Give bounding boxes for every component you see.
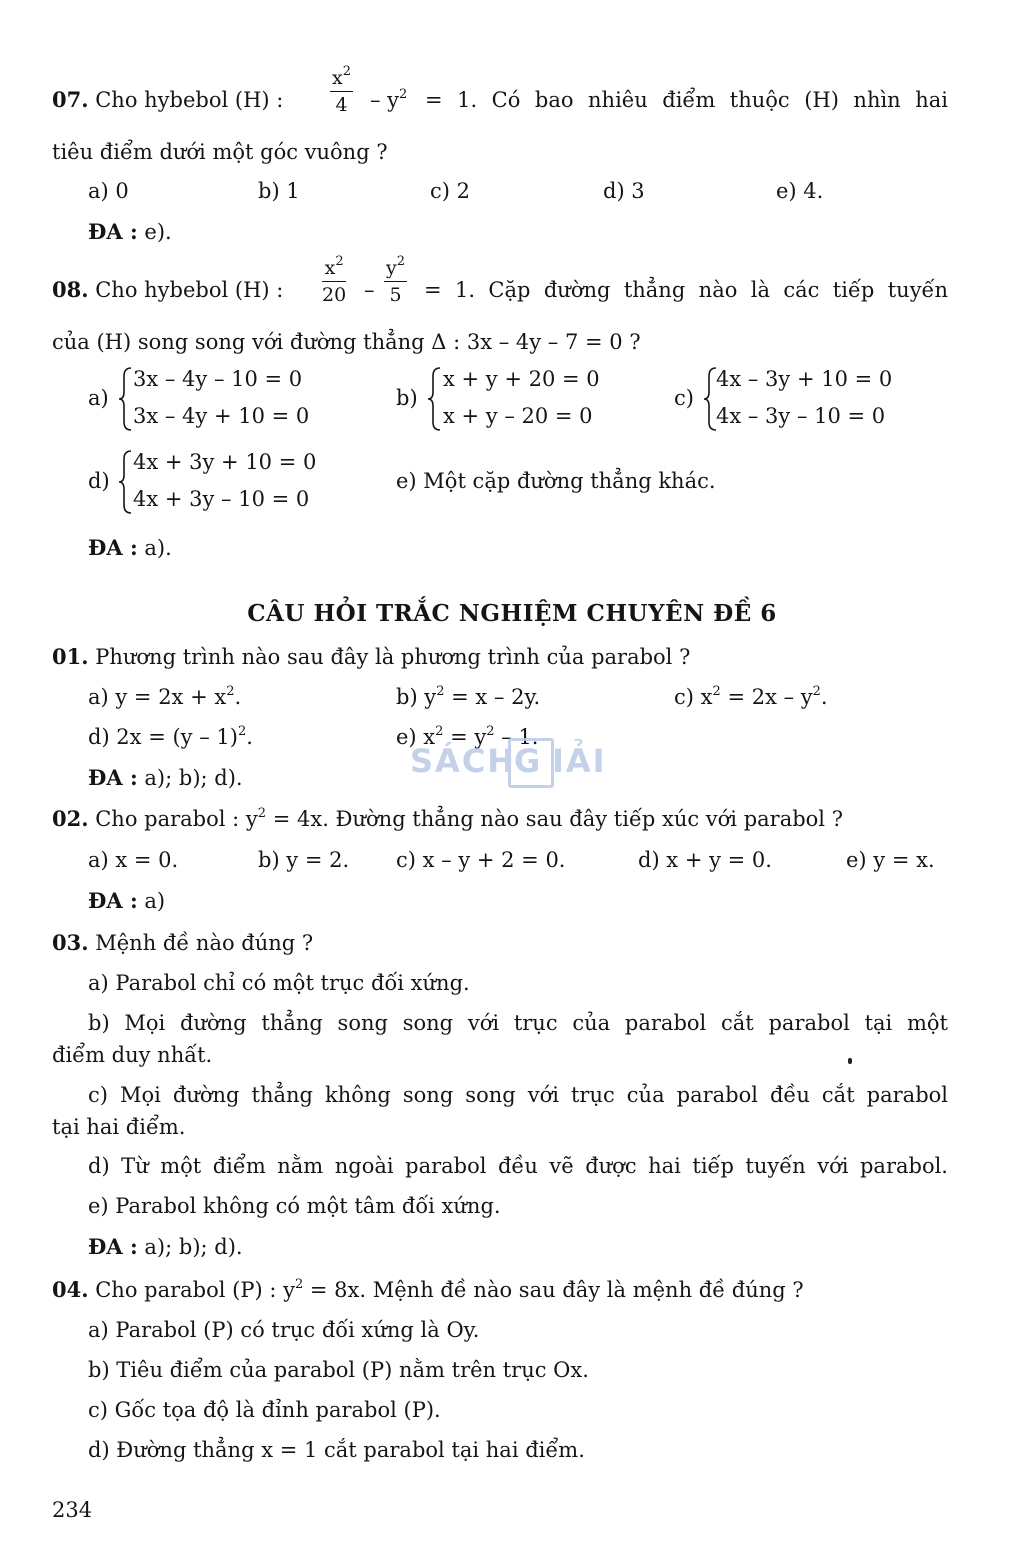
q08-option-d-label: d) — [88, 469, 110, 493]
q07-frac-num: x — [332, 67, 343, 89]
q01-line1: 01. Phương trình nào sau đây là phương trình của parabol ? — [52, 644, 691, 669]
q02-option-d: d) x + y = 0. — [638, 848, 772, 872]
q07-fraction: $x^2$ 4 — [332, 64, 351, 116]
q08-line1 — [52, 277, 283, 303]
q02-answer: ĐA : a) — [88, 888, 166, 913]
q08-intro: Cho hybebol (H) : — [95, 278, 284, 302]
q03-line1: 03. Mệnh đề nào đúng ? — [52, 930, 314, 955]
q08-option-c-label: c) — [674, 386, 694, 410]
q07-frac-den: 4 — [335, 94, 348, 116]
brace-icon — [118, 449, 134, 515]
q07-line1-tail: = 1. Có bao nhiêu điểm thuộc (H) nhìn hai — [425, 88, 948, 112]
q08-option-b-label: b) — [396, 386, 418, 410]
q03-option-e: e) Parabol không có một tâm đối xứng. — [88, 1194, 501, 1218]
q03-option-b-line1: b) Mọi đường thẳng song song với trục của parabol cắt parabol tại một — [88, 1011, 948, 1035]
q03-option-c-line2: tại hai điểm. — [52, 1115, 186, 1139]
q03-option-a: a) Parabol chỉ có một trục đối xứng. — [88, 971, 470, 995]
q08-option-b-eq1: x + y + 20 = 0 — [443, 367, 600, 391]
q01-option-a: a) $y = 2x + x^2$. — [88, 684, 242, 709]
q01-answer: ĐA : a); b); d). — [88, 765, 243, 790]
q01-option-d: d) 2x = (y – 1)$^2$. — [88, 724, 253, 749]
q01-option-b: b) $y^2 = x - 2y$. — [396, 684, 541, 709]
q04-line1: 04. Cho parabol (P) : $y^2 = 8x$. Mệnh đề nào sau đây là mệnh đề đúng ? — [52, 1277, 804, 1302]
q08-line2: của (H) song song với đường thẳng Δ : 3x – 4y – 7 = 0 ? — [52, 330, 641, 354]
q07-answer: ĐA : e). — [88, 219, 172, 244]
q07-number: 07. — [52, 87, 89, 112]
ink-speck — [848, 1058, 852, 1064]
q04-option-d: d) Đường thẳng x = 1 cắt parabol tại hai điểm. — [88, 1438, 585, 1462]
q08-option-a-eq1: 3x – 4y – 10 = 0 — [133, 367, 303, 391]
q08-minus: – — [364, 278, 375, 302]
q04-option-a: a) Parabol (P) có trục đối xứng là Oy. — [88, 1318, 480, 1342]
q07-option-b: b) 1 — [258, 179, 300, 203]
page-number: 234 — [52, 1498, 93, 1522]
q08-option-c-eq2: 4x – 3y – 10 = 0 — [716, 404, 886, 428]
q07-intro: Cho hybebol (H) : — [95, 88, 284, 112]
q01-option-e: e) $x^2 = y^2 - 1$. — [396, 724, 539, 749]
q08-option-e: e) Một cặp đường thẳng khác. — [396, 469, 716, 493]
watermark-logo: SÁCH G IẢI — [410, 736, 620, 796]
q03-option-c-line1: c) Mọi đường thẳng không song song với trục của parabol đều cắt parabol — [88, 1083, 948, 1107]
q03-answer: ĐA : a); b); d). — [88, 1234, 243, 1259]
q08-fraction-1: $x^2$ 20 — [322, 254, 347, 306]
section-title: CÂU HỎI TRẮC NGHIỆM CHUYÊN ĐỀ 6 — [247, 600, 777, 627]
q07-line1-rest: – $y^2$ — [370, 87, 408, 112]
q01-option-c: c) $x^2 = 2x - y^2$. — [674, 684, 828, 709]
brace-icon — [427, 366, 443, 432]
q08-option-d-eq1: 4x + 3y + 10 = 0 — [133, 450, 317, 474]
q08-answer: ĐA : a). — [88, 535, 172, 560]
q07-option-c: c) 2 — [430, 179, 470, 203]
q03-option-b-line2: điểm duy nhất. — [52, 1043, 213, 1067]
q07-option-d: d) 3 — [603, 179, 645, 203]
q02-line1: 02. Cho parabol : $y^2 = 4x$. Đường thẳng nào sau đây tiếp xúc với parabol ? — [52, 806, 843, 831]
q03-option-d: d) Từ một điểm nằm ngoài parabol đều vẽ được hai tiếp tuyến với parabol. — [88, 1154, 948, 1178]
q08-line1-rest: = 1. Cặp đường thẳng nào là các tiếp tuyến — [424, 278, 948, 302]
q07-option-a: a) 0 — [88, 179, 129, 203]
brace-icon — [118, 366, 134, 432]
q02-option-a: a) x = 0. — [88, 848, 179, 872]
q02-option-c: c) x – y + 2 = 0. — [396, 848, 566, 872]
q07-line1 — [52, 87, 283, 113]
q08-option-a-eq2: 3x – 4y + 10 = 0 — [133, 404, 310, 428]
q08-option-d-eq2: 4x + 3y – 10 = 0 — [133, 487, 310, 511]
q08-number: 08. — [52, 277, 89, 302]
q04-option-b: b) Tiêu điểm của parabol (P) nằm trên trục Ox. — [88, 1358, 589, 1382]
q04-option-c: c) Gốc tọa độ là đỉnh parabol (P). — [88, 1398, 441, 1422]
q08-fraction-2: $y^2$ 5 — [386, 254, 406, 306]
q02-option-b: b) y = 2. — [258, 848, 350, 872]
q08-option-c-eq1: 4x – 3y + 10 = 0 — [716, 367, 893, 391]
q08-option-a-label: a) — [88, 386, 109, 410]
q08-option-b-eq2: x + y – 20 = 0 — [443, 404, 593, 428]
q07-option-e: e) 4. — [776, 179, 824, 203]
q02-option-e: e) y = x. — [846, 848, 935, 872]
q07-line2: tiêu điểm dưới một góc vuông ? — [52, 140, 388, 164]
